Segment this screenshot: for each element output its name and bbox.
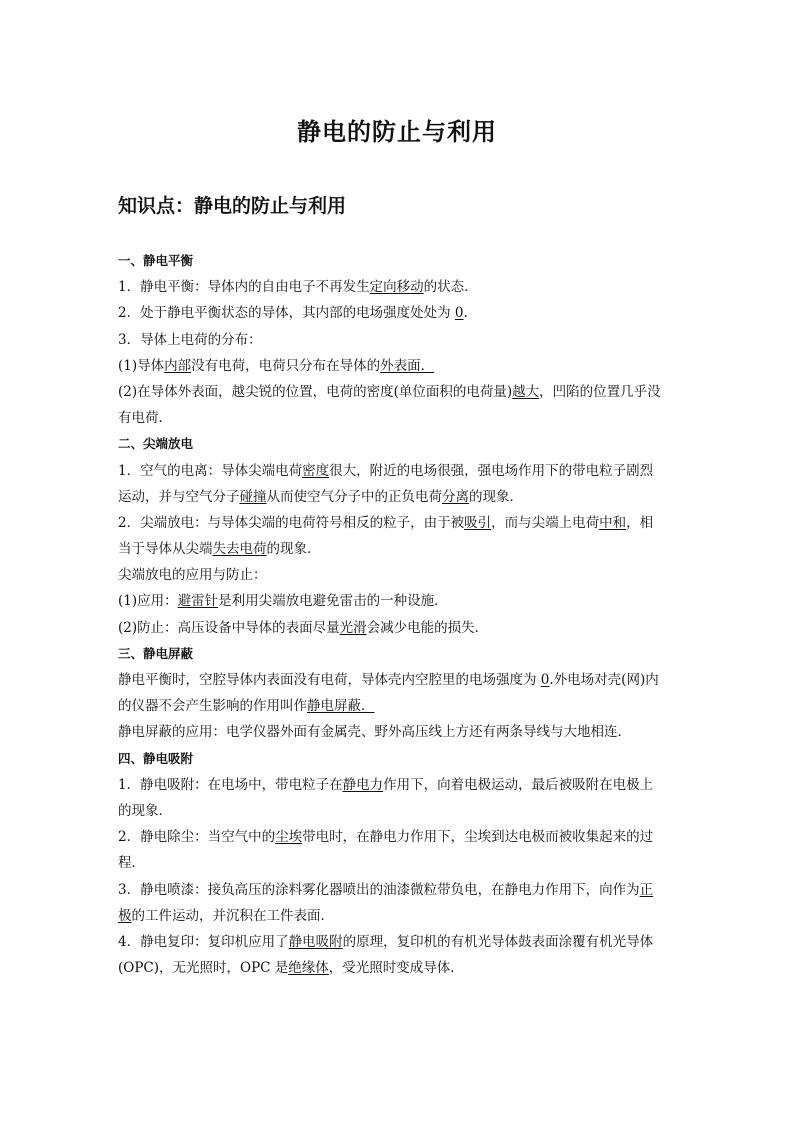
underlined-term: 越大 (512, 383, 540, 400)
text-span: ，相 (626, 514, 654, 531)
text-line (118, 510, 676, 536)
text-line (118, 667, 676, 693)
text-line (118, 850, 676, 876)
underlined-term: 碰撞 (239, 488, 267, 505)
text-span: 没有电荷，电荷只分布在导体的 (191, 357, 381, 374)
text-span: 会减少电能的损失． (366, 619, 489, 636)
text-span: 静电屏蔽的应用：电学仪器外面有金属壳、野外高压线上方还有两条导线与大地相连． (118, 724, 631, 741)
underlined-term: 密度 (302, 462, 330, 479)
text-line (118, 274, 676, 300)
text-line (118, 877, 676, 903)
text-span: . (463, 305, 468, 322)
underlined-term: 避雷针 (177, 593, 219, 610)
text-line (118, 458, 676, 484)
text-span: ，凹陷的位置几乎没 (539, 383, 661, 400)
underlined-term: 静电屏蔽． (307, 698, 375, 715)
underlined-term: 定向移动 (369, 279, 424, 296)
text-span: 程． (118, 855, 145, 872)
text-line (118, 824, 676, 850)
text-span: 的状态． (423, 279, 478, 296)
text-span: 的现象． (266, 541, 321, 558)
text-line (118, 903, 676, 929)
underlined-term: 正 (639, 881, 654, 898)
text-span: 1．空气的电离：导体尖端电荷 (118, 462, 303, 479)
text-line (118, 955, 676, 981)
knowledge-heading: 知识点：静电的防止与利用 (118, 195, 347, 217)
text-span: 当于导体从尖端 (118, 541, 213, 558)
underlined-term: 中和 (599, 514, 627, 531)
text-line (118, 929, 676, 955)
text-span: (OPC)，无光照时，OPC 是 (118, 960, 289, 977)
text-span: ，受光照时变成导体． (328, 960, 464, 977)
underlined-term: 失去电荷 (212, 541, 267, 558)
text-span: (1)应用： (118, 593, 178, 610)
text-span: 4．静电复印：复印机应用了 (118, 933, 289, 950)
text-span: 是利用尖端放电避免雷击的一种设施． (218, 593, 448, 610)
text-span: 1．静电吸附：在电场中，带电粒子在 (118, 776, 343, 793)
subsection-heading (118, 641, 676, 667)
text-span: 的仪器不会产生影响的作用叫作 (118, 698, 307, 715)
text-span: (2)防止：高压设备中导体的表面尽量 (118, 619, 340, 636)
text-line (118, 588, 676, 614)
text-span: 2．静电除尘：当空气中的 (118, 829, 276, 846)
underlined-term: 内部 (164, 357, 192, 374)
underlined-term: 外表面． (380, 357, 435, 374)
text-span: 2．尖端放电：与导体尖端的电荷符号相反的粒子，由于被 (118, 514, 465, 531)
text-line (118, 772, 676, 798)
text-span: 静电平衡时，空腔导体内表面没有电荷，导体壳内空腔里的电场强度为 (118, 672, 541, 688)
text-line (118, 719, 676, 745)
text-span: 3．导体上电荷的分布： (118, 331, 262, 348)
text-span: .外电场对壳(网)内 (549, 672, 659, 688)
text-line (118, 536, 676, 562)
text-span: 3．静电喷漆：接负高压的涂料雾化器喷出的油漆微粒带负电，在静电力作用下，向作为 (118, 881, 640, 898)
text-span: (1)导体 (118, 357, 165, 374)
text-line (118, 379, 676, 405)
text-span: 四、静电吸附 (118, 750, 194, 766)
underlined-term: 静电吸附 (288, 933, 343, 950)
text-line (118, 484, 676, 510)
underlined-term: 静电力 (342, 776, 384, 793)
underlined-term: 光滑 (339, 619, 367, 636)
text-span: 2．处于静电平衡状态的导体，其内部的电场强度处处为 (118, 305, 455, 322)
document-body (118, 248, 676, 981)
text-span: 三、静电屏蔽 (118, 645, 194, 661)
text-line (118, 693, 676, 719)
text-span: 的原理，复印机的有机光导体鼓表面涂覆有机光导体 (342, 933, 654, 950)
text-span: 的工件运动，并沉积在工件表面． (131, 907, 334, 924)
text-span: 作用下，向着电极运动，最后被吸附在电极上 (383, 776, 654, 793)
text-line (118, 562, 676, 588)
underlined-term: 绝缘体 (288, 960, 329, 977)
text-line (118, 327, 676, 353)
underlined-term: 极 (118, 907, 132, 924)
text-span: 很大，附近的电场很强，强电场作用下的带电粒子剧烈 (329, 462, 654, 479)
text-span: 二、尖端放电 (118, 436, 194, 452)
text-span: 从而使空气分子中的正负电荷 (266, 488, 442, 505)
text-span: 有电荷． (118, 410, 172, 427)
underlined-term: 分离 (442, 488, 469, 505)
text-span: 一、静电平衡 (118, 253, 194, 268)
text-line (118, 300, 676, 326)
text-line (118, 798, 676, 824)
page-title: 静电的防止与利用 (297, 118, 497, 146)
text-span: 尖端放电的应用与防止： (118, 567, 267, 584)
underlined-term: 吸引 (464, 514, 492, 531)
text-span: 运动，并与空气分子 (118, 488, 240, 505)
text-span: ，而与尖端上电荷 (491, 514, 600, 531)
subsection-heading (118, 746, 676, 772)
text-span: 带电时，在静电力作用下，尘埃到达电极而被收集起来的过 (302, 829, 654, 846)
subsection-heading (118, 248, 676, 274)
text-line (118, 615, 676, 641)
subsection-heading (118, 431, 676, 457)
underlined-term: 尘埃 (275, 829, 303, 846)
text-line (118, 405, 676, 431)
text-line (118, 353, 676, 379)
text-span: 的现象． (118, 802, 172, 819)
text-span: 的现象． (469, 488, 523, 505)
underlined-term: 0 (540, 672, 550, 688)
text-span: (2)在导体外表面，越尖锐的位置，电荷的密度(单位面积的电荷量) (118, 383, 513, 400)
underlined-term: 0 (454, 305, 464, 322)
text-span: 1．静电平衡：导体内的自由电子不再发生 (118, 279, 370, 296)
